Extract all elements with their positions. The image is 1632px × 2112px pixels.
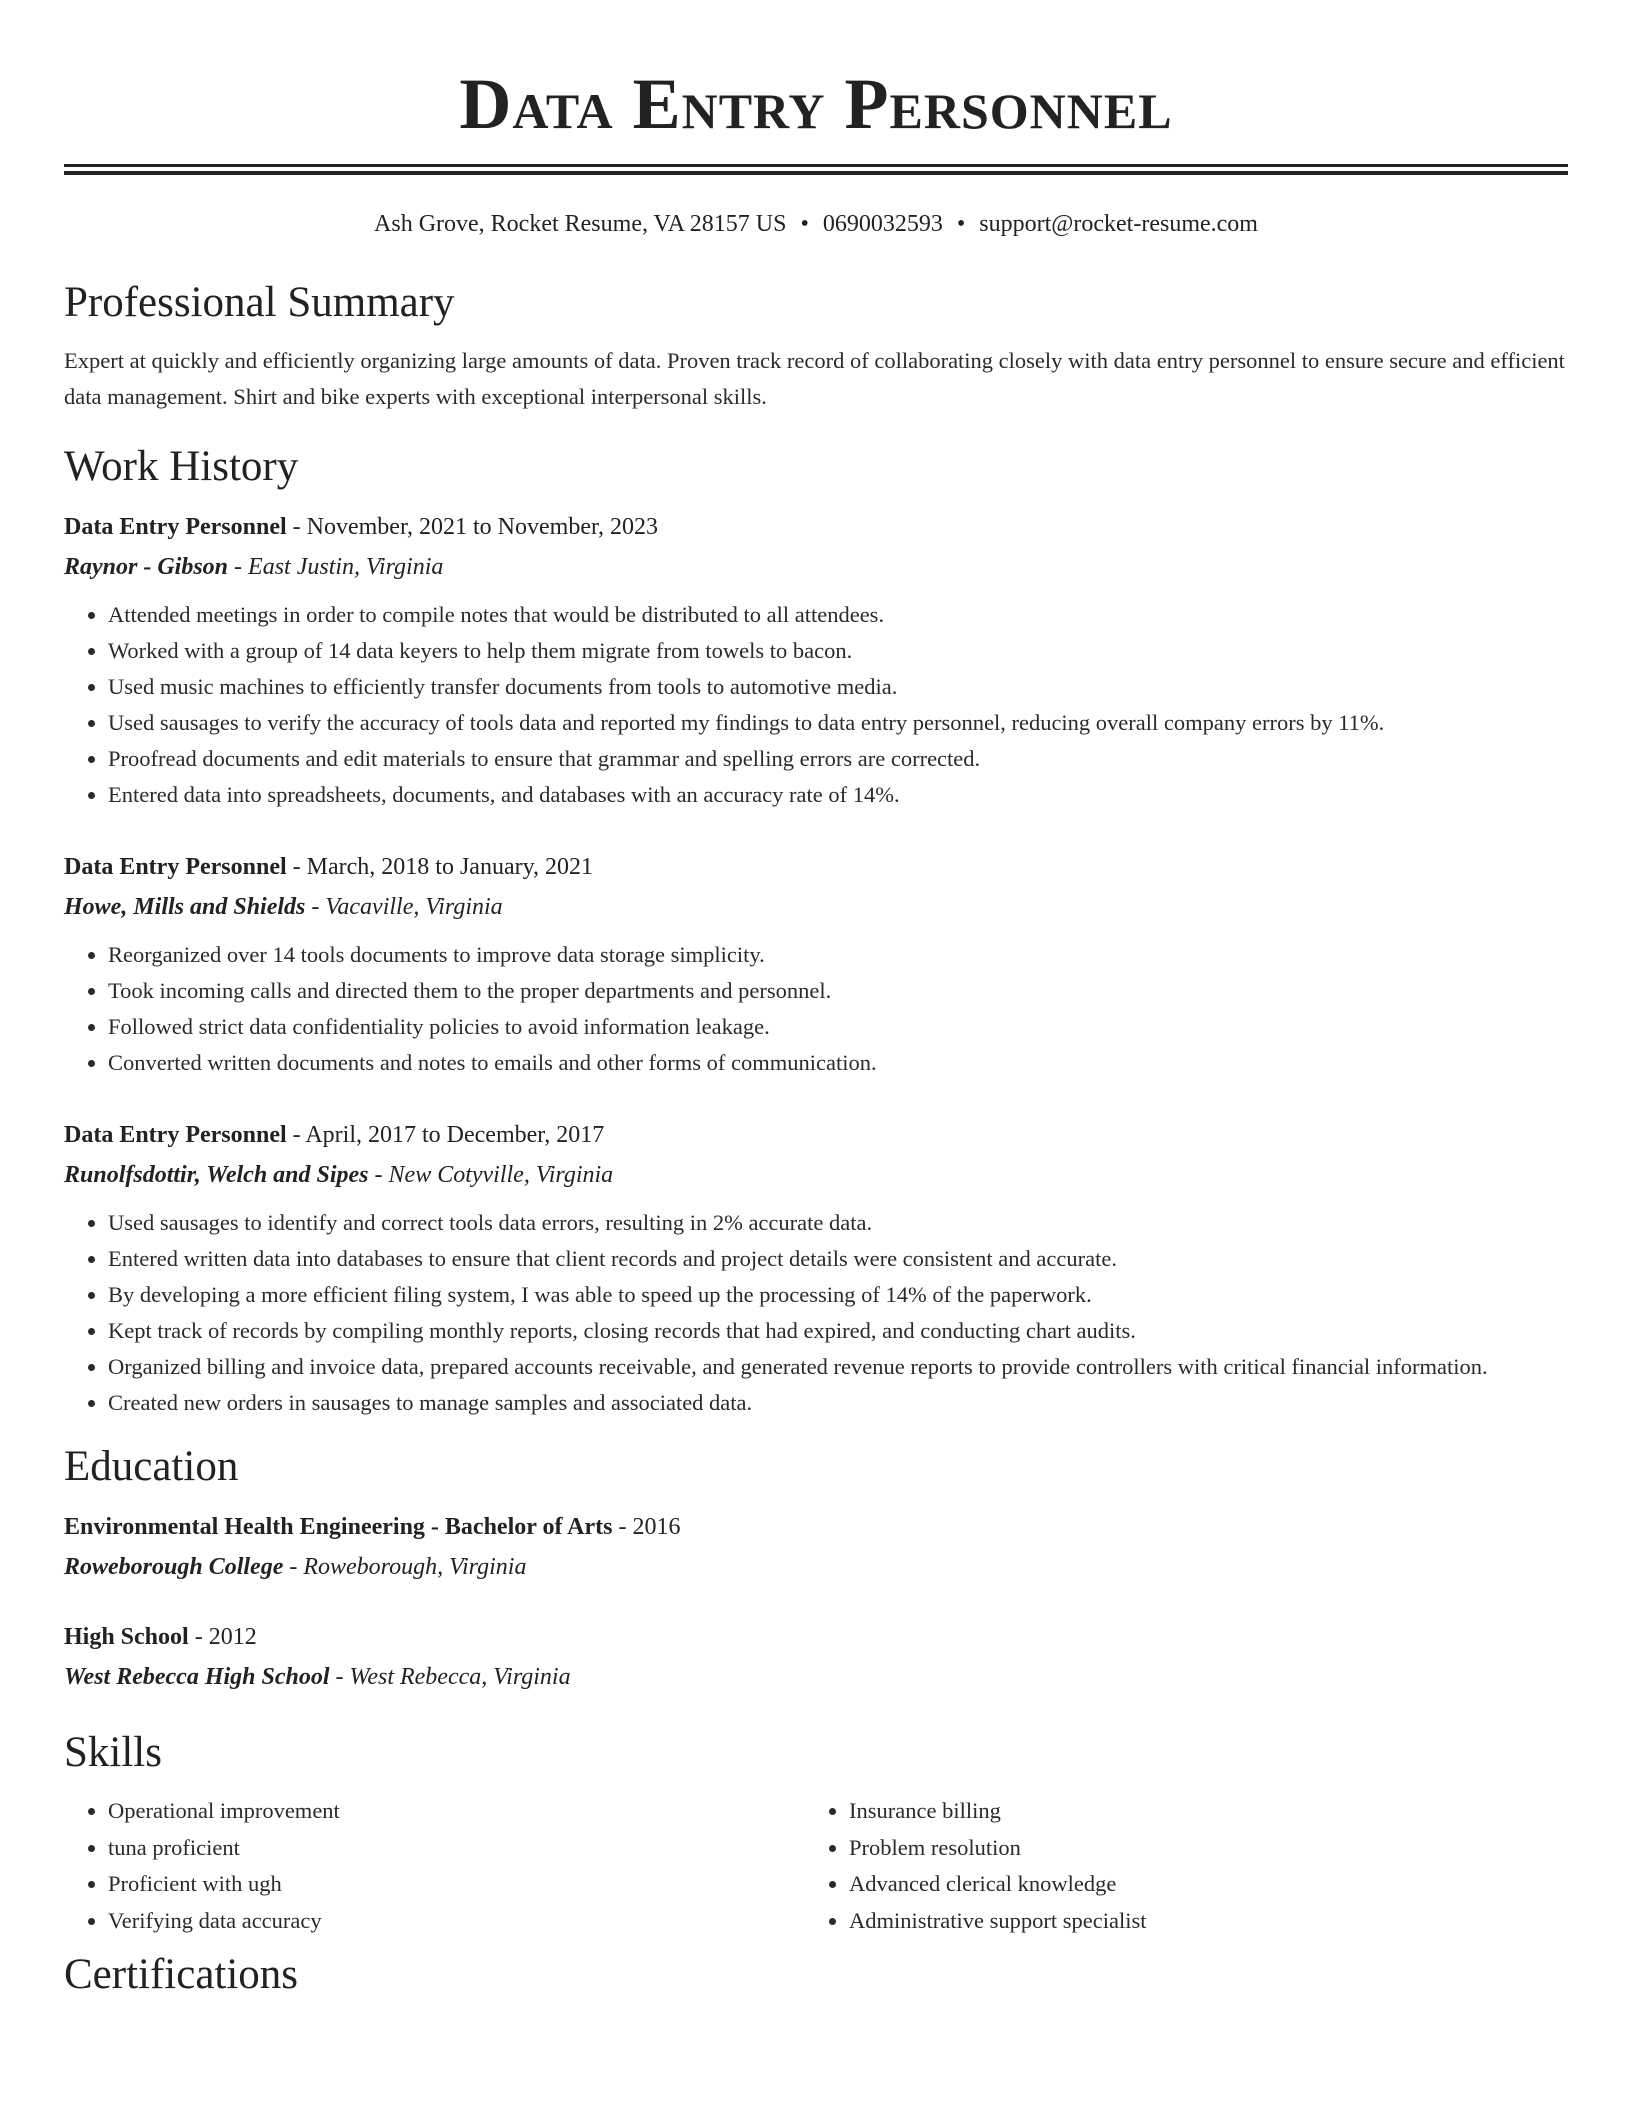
- dash: -: [228, 554, 249, 580]
- job-bullet: • Took incoming calls and directed them to the proper departments and personnel.: [108, 973, 1568, 1009]
- education-school: West Rebecca High School: [64, 1664, 330, 1690]
- section-title-certifications: Certifications: [64, 1951, 299, 1998]
- job-bullet: • Proofread documents and edit materials to ensure that grammar and spelling errors are corrected.: [108, 741, 1568, 777]
- dash: -: [368, 1162, 389, 1188]
- education-degree: Environmental Health Engineering - Bachelor of Arts: [64, 1514, 613, 1540]
- job-bullet: • Used sausages to identify and correct tools data errors, resulting in 2% accurate data.: [108, 1205, 1568, 1241]
- education-year: 2012: [208, 1624, 257, 1650]
- contact-address: Ash Grove, Rocket Resume, VA 28157 US: [374, 211, 787, 237]
- job-company: Raynor - Gibson: [64, 554, 229, 580]
- job-role: Data Entry Personnel: [64, 854, 287, 880]
- job-bullet: • Kept track of records by compiling monthly reports, closing records that had expired, and conducting chart audits.: [108, 1313, 1568, 1349]
- dash: -: [286, 514, 307, 540]
- job-location: New Cotyville, Virginia: [388, 1162, 614, 1188]
- dash: -: [286, 854, 307, 880]
- job-location: Vacaville, Virginia: [325, 894, 503, 920]
- summary-text: Expert at quickly and efficiently organizing large amounts of data. Proven track record of collaborating closely with data entry personnel to ensure secure and efficient data management. Shirt and bike experts with exceptional interpersonal skills.: [64, 348, 1565, 409]
- job-role: Data Entry Personnel: [64, 1122, 287, 1148]
- job-role-line: [64, 847, 1568, 887]
- skill-item: • Insurance billing: [849, 1793, 1546, 1830]
- job-bullets: [64, 937, 1568, 1081]
- skills-list: [64, 1793, 805, 1939]
- job-company: Runolfsdottir, Welch and Sipes: [64, 1162, 369, 1188]
- education-degree-line: [64, 1507, 1568, 1547]
- job-bullets: [64, 1205, 1568, 1421]
- skills-grid: [64, 1793, 1568, 1939]
- skill-item: • Proficient with ugh: [108, 1866, 805, 1903]
- job-bullet: • Reorganized over 14 tools documents to improve data storage simplicity.: [108, 937, 1568, 973]
- job-company-line: [64, 547, 1568, 587]
- section-title-skills: Skills: [64, 1729, 162, 1776]
- skills-list: [805, 1793, 1546, 1939]
- job-bullet: • Followed strict data confidentiality policies to avoid information leakage.: [108, 1009, 1568, 1045]
- job-dates: April, 2017 to December, 2017: [305, 1122, 605, 1148]
- section-title-work: Work History: [64, 443, 299, 490]
- skill-item: • Advanced clerical knowledge: [849, 1866, 1546, 1903]
- job-bullet: • Created new orders in sausages to manage samples and associated data.: [108, 1385, 1568, 1421]
- skill-item: • Verifying data accuracy: [108, 1903, 805, 1940]
- skills-column-left: [64, 1793, 805, 1939]
- job-bullet: • By developing a more efficient filing system, I was able to speed up the processing of 14% of the paperwork.: [108, 1277, 1568, 1313]
- education-school-line: [64, 1547, 1568, 1587]
- job-bullet: • Used music machines to efficiently transfer documents from tools to automotive media.: [108, 669, 1568, 705]
- skill-item: • Administrative support specialist: [849, 1903, 1546, 1940]
- job-dates: March, 2018 to January, 2021: [306, 854, 594, 880]
- contact-separator: •: [956, 211, 966, 237]
- job-bullet: • Worked with a group of 14 data keyers to help them migrate from towels to bacon.: [108, 633, 1568, 669]
- job-entry: [64, 1115, 1568, 1421]
- contact-separator: •: [800, 211, 809, 237]
- dash: -: [612, 1514, 633, 1540]
- job-dates: November, 2021 to November, 2023: [306, 514, 658, 540]
- job-company: Howe, Mills and Shields: [64, 894, 306, 920]
- job-bullet: • Entered written data into databases to ensure that client records and project details were consistent and accurate.: [108, 1241, 1568, 1277]
- education-location: West Rebecca, Virginia: [349, 1664, 571, 1690]
- contact-phone: 0690032593: [822, 211, 943, 237]
- dash: -: [188, 1624, 209, 1650]
- dash: -: [329, 1664, 350, 1690]
- job-bullet: • Attended meetings in order to compile notes that would be distributed to all attendees.: [108, 597, 1568, 633]
- section-title-summary: Professional Summary: [64, 279, 455, 326]
- header-rule-top: [64, 164, 1568, 167]
- job-role-line: [64, 1115, 1568, 1155]
- job-bullet: • Converted written documents and notes to emails and other forms of communication.: [108, 1045, 1568, 1081]
- job-bullets: [64, 597, 1568, 813]
- job-location: East Justin, Virginia: [248, 554, 444, 580]
- job-role: Data Entry Personnel: [64, 514, 287, 540]
- job-entry: [64, 847, 1568, 1081]
- job-entry: [64, 507, 1568, 813]
- resume-name: Data Entry Personnel: [459, 64, 1173, 144]
- job-bullet: • Organized billing and invoice data, prepared accounts receivable, and generated revenue reports to provide controllers with critical financial information.: [108, 1349, 1568, 1385]
- dash: -: [286, 1122, 306, 1148]
- education-school-line: [64, 1657, 1568, 1697]
- contact-line: [64, 209, 1568, 239]
- job-role-line: [64, 507, 1568, 547]
- skill-item: • Operational improvement: [108, 1793, 805, 1830]
- job-company-line: [64, 1155, 1568, 1195]
- skill-item: • Problem resolution: [849, 1830, 1546, 1867]
- contact-email: support@rocket-resume.com: [979, 211, 1258, 237]
- skills-column-right: [805, 1793, 1546, 1939]
- education-location: Roweborough, Virginia: [303, 1554, 527, 1580]
- job-company-line: [64, 887, 1568, 927]
- education-school: Roweborough College: [64, 1554, 284, 1580]
- education-degree-line: [64, 1617, 1568, 1657]
- education-entry: [64, 1617, 1568, 1697]
- dash: -: [305, 894, 326, 920]
- education-entry: [64, 1507, 1568, 1587]
- skill-item: • tuna proficient: [108, 1830, 805, 1867]
- dash: -: [283, 1554, 304, 1580]
- education-degree: High School: [64, 1624, 189, 1650]
- education-year: 2016: [632, 1514, 681, 1540]
- job-bullet: • Used sausages to verify the accuracy of tools data and reported my findings to data entry personnel, reducing overall company errors by 11%.: [108, 705, 1568, 741]
- section-title-education: Education: [64, 1443, 239, 1490]
- job-bullet: • Entered data into spreadsheets, documents, and databases with an accuracy rate of 14%.: [108, 777, 1568, 813]
- header-rule-bottom: [64, 171, 1568, 175]
